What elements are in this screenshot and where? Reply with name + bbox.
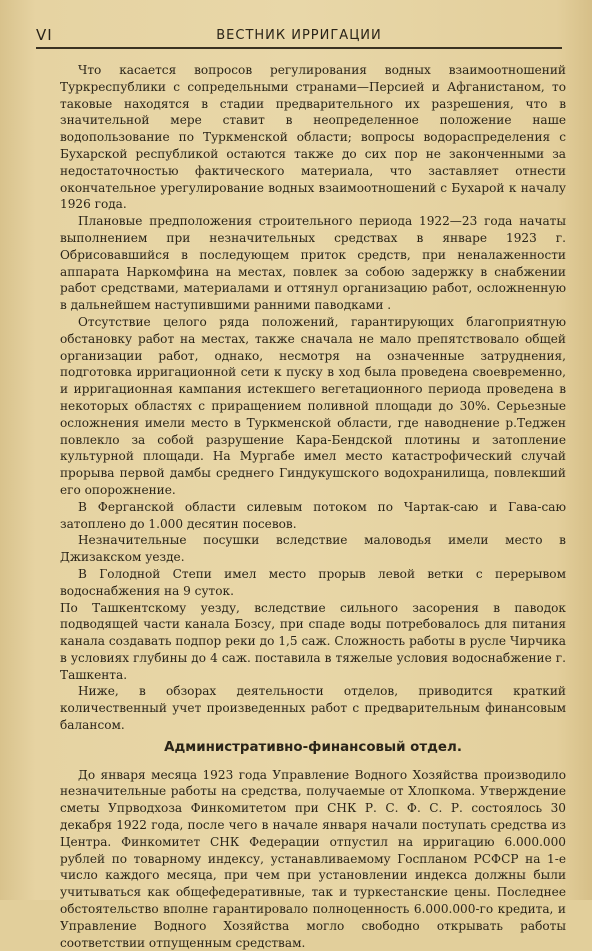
paragraph: В Голодной Степи имел место прорыв левой ветки с перерывом водоснабжения на 9 суток.	[60, 566, 566, 598]
page-header	[36, 24, 562, 46]
paragraph: Ниже, в обзорах деятельности отделов, приводится краткий количественный учет произведенных работ с предварительным финансовым балансом.	[60, 684, 566, 733]
article-body	[60, 62, 566, 951]
paragraph: Плановые предположения строительного периода 1922—23 года начаты выполнением при незначительных средствах в январе 1923 г. Обрисовавшийся в последующем приток средств, при неналаженности аппарата Наркомфина на местах, повлек за собою задержку в снабжении работ средствами, материалами и оттянул организацию работ, осложненную в дальнейшем наступившими ранними паводками .	[60, 214, 566, 313]
paragraph: По Ташкентскому уезду, вследствие сильного засорения в паводок подводящей части канала Бозсу, при спаде воды потребовалось для питания канала создавать подпор реки до 1,5 саж. Сложность работы в русле Чирчика в условиях глубины до 4 саж. поставила в тяжелые условия водоснабжение г. Ташкента.	[60, 600, 566, 682]
running-title: ВЕСТНИК ИРРИГАЦИИ	[216, 28, 382, 43]
paragraph: Незначительные посушки вследствие маловодья имели место в Джизакском уезде.	[60, 533, 566, 565]
header-rule	[36, 47, 562, 49]
section-heading: Административно-финансовый отдел.	[164, 739, 462, 755]
paragraph: Отсутствие целого ряда положений, гарантирующих благоприятную обстановку работ на местах, также сначала не мало препятствовало общей организации работ, однако, несмотря на означенные затруднения, подготовка ирригационной сети к пуску в ход была проведена своевременно, и ирригационная кампания истекшего вегетационного периода проведена в некоторых областях с приращением поливной площади до 30%. Серьезные осложнения имели место в Туркменской области, где наводнение р.Теджен повлекло за собой разрушение Кара-Бендской плотины и затопление культурной площади. На Мургабе имел место катастрофический случай прорыва первой дамбы среднего Гиндукушского водохранилища, повлекший его опорожнение.	[60, 314, 566, 497]
paragraph: До января месяца 1923 года Управление Водного Хозяйства производило незначительные работы на средства, получаемые от Хлопкома. Утверждение сметы Упрводхоза Финкомитетом при СНК Р. С. Ф. С. Р. состоялось 30 декабря 1922 года, после чего в начале января начали поступать средства из Центра. Финкомитет СНК Федерации отпустил на ирригацию 6.000.000 рублей по товарному индексу, устанавливаемому Госпланом РСФСР на 1-е число каждого месяца, при чем при установлении индекса должны были учитываться как общефедеративные, так и туркестанские цены. Последнее обстоятельство вполне гарантировало полноценность 6.000.000-го кредита, и Управление Водного Хозяйства могло свободно открывать работы соответствии отпущенным средствам.	[60, 767, 566, 950]
page-number: VI	[36, 26, 53, 44]
paragraph: Что касается вопросов регулирования водных взаимоотношений Туркреспублики с сопредельными странами—Персией и Афганистаном, то таковые находятся в стадии предварительного их разрешения, что в значительной мере ставит в неопределенное положение наше водопользование по Туркменской области; вопросы водораспределения с Бухарской республикой остаются также до сих пор не законченными за недостаточностью фактического материала, что заставляет отнести окончательное урегулирование водных взаимоотношений с Бухарой к началу 1926 года.	[60, 63, 566, 212]
paragraph: В Ферганской области силевым потоком по Чартак-саю и Гава-саю затоплено до 1.000 десятин посевов.	[60, 499, 566, 531]
